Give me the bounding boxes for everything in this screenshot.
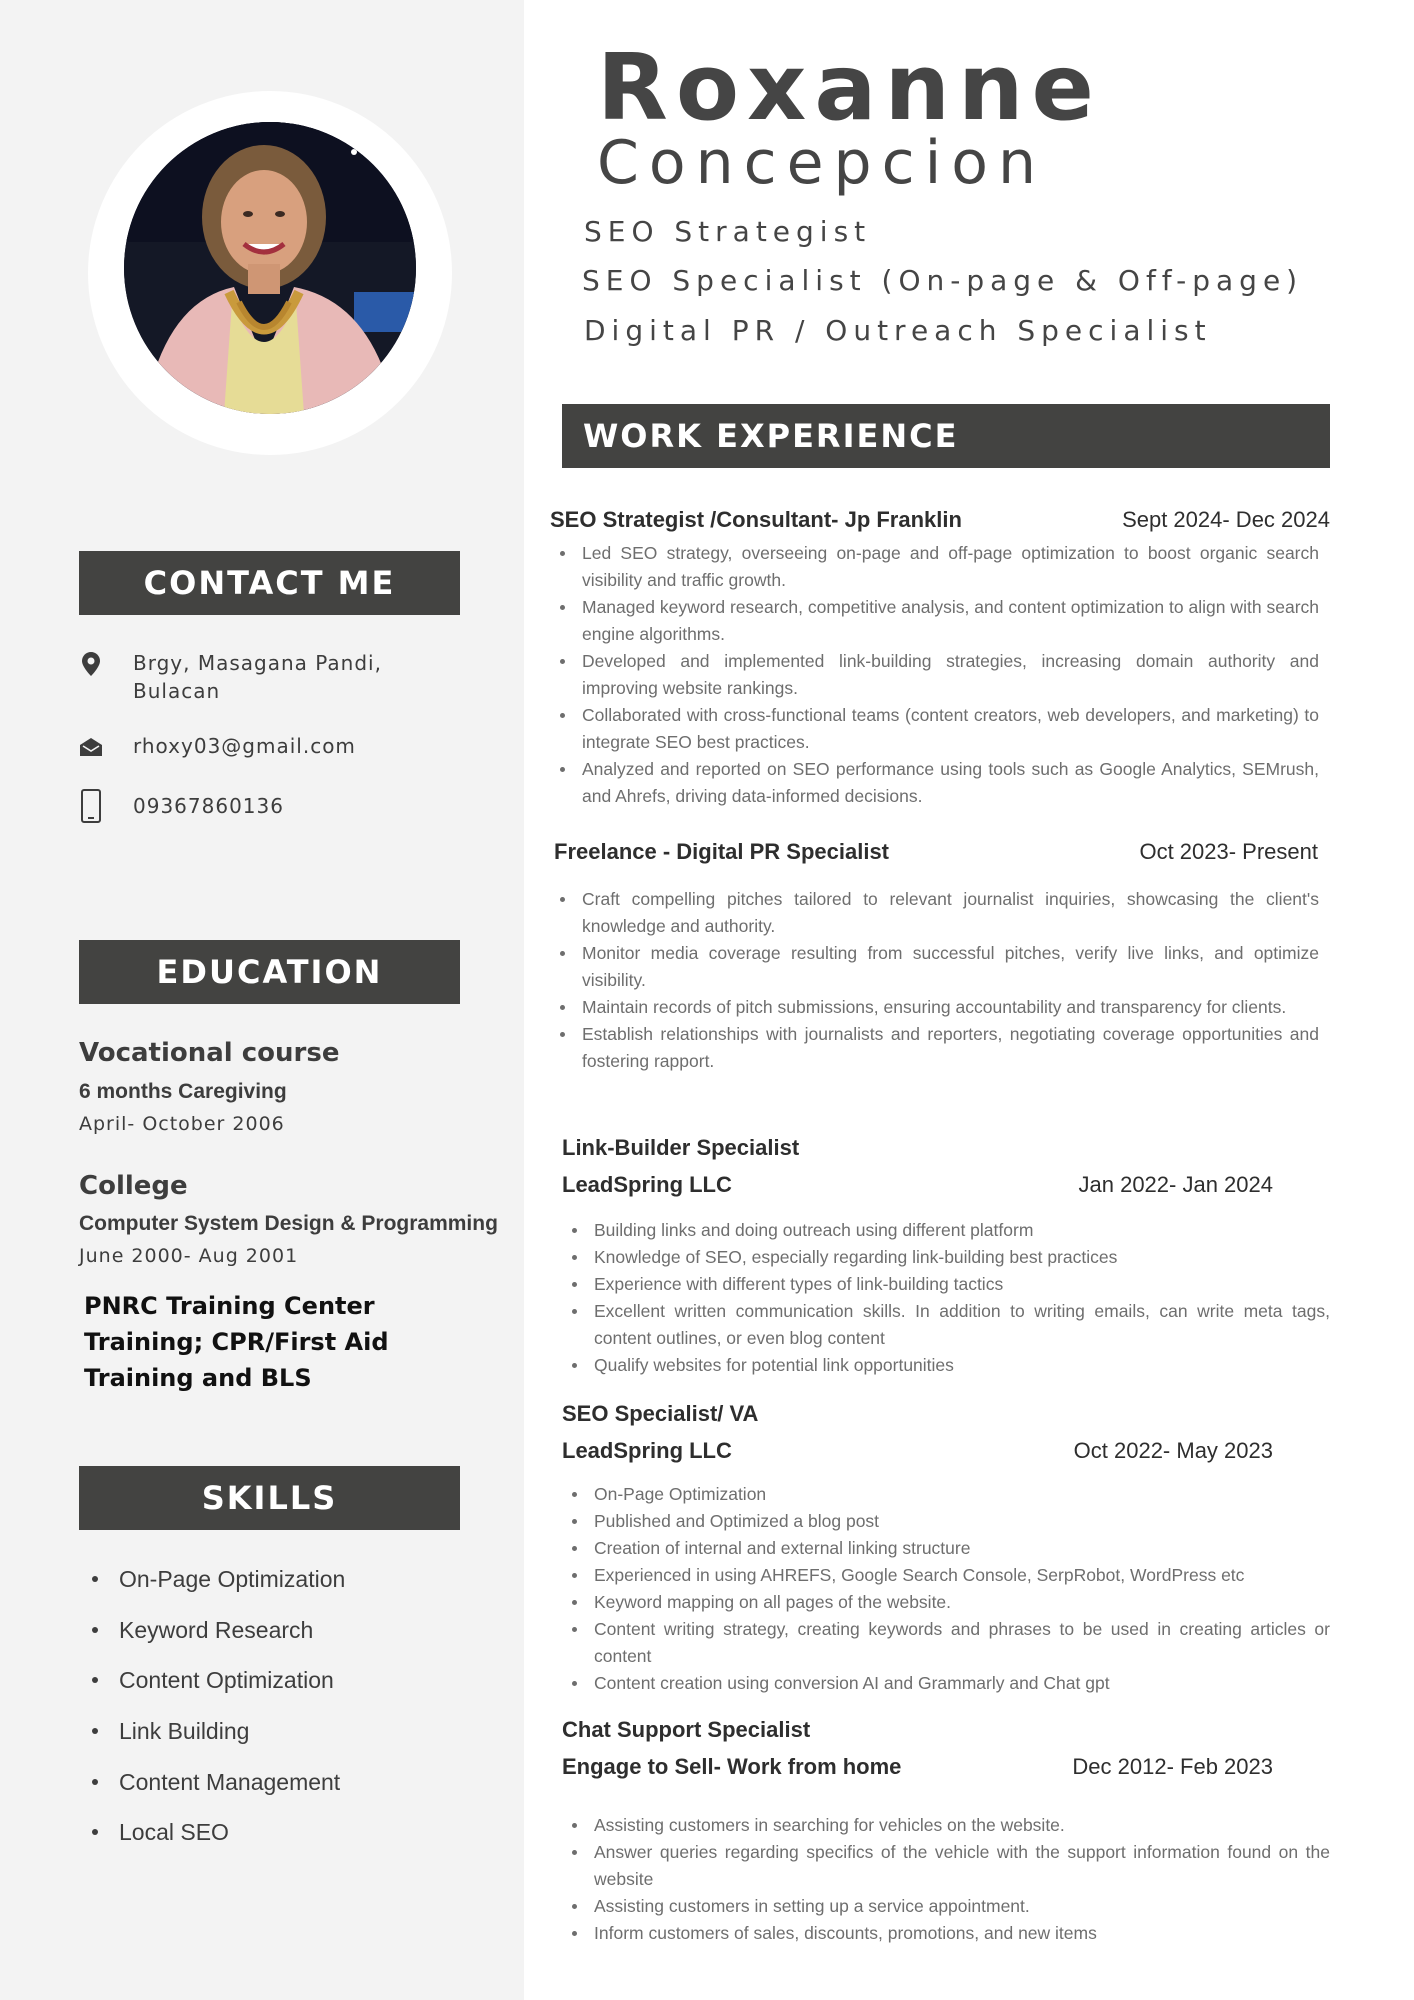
skill-item: Local SEO — [92, 1813, 345, 1864]
role-2: SEO Specialist (On-page & Off-page) — [582, 264, 1304, 297]
bullet-item: Experience with different types of link-building tactics — [569, 1271, 1330, 1298]
job-1-date: Sept 2024- Dec 2024 — [1122, 507, 1330, 532]
bullet-item: Maintain records of pitch submissions, ensuring accountability and transparency for clients. — [557, 994, 1319, 1021]
bullet-item: Knowledge of SEO, especially regarding link-building best practices — [569, 1244, 1330, 1271]
education-title-2: College — [79, 1171, 188, 1201]
job-5-bullets — [569, 1812, 1330, 1947]
skills-heading: SKILLS — [79, 1466, 460, 1530]
bullet-item: Published and Optimized a blog post — [569, 1508, 1330, 1535]
education-subtitle-1: 6 months Caregiving — [79, 1080, 287, 1103]
contact-email — [79, 732, 433, 762]
skill-item: On-Page Optimization — [92, 1560, 345, 1611]
address-text: Brgy, Masagana Pandi, Bulacan — [133, 651, 382, 703]
bullet-item: Creation of internal and external linking structure — [569, 1535, 1330, 1562]
job-5-title: Chat Support Specialist — [562, 1717, 811, 1742]
bullet-item: Managed keyword research, competitive analysis, and content optimization to align with search engine algorithms. — [557, 594, 1319, 648]
job-4-date: Oct 2022- May 2023 — [1073, 1438, 1273, 1463]
job-1-title: SEO Strategist /Consultant- Jp Franklin — [550, 507, 962, 532]
education-subtitle-2: Computer System Design & Programming — [79, 1212, 498, 1235]
bullet-item: Developed and implemented link-building strategies, increasing domain authority and improving website rankings. — [557, 648, 1319, 702]
bullet-item: Assisting customers in setting up a service appointment. — [569, 1893, 1330, 1920]
contact-heading: CONTACT ME — [79, 551, 460, 615]
job-1-bullets — [557, 540, 1319, 810]
location-pin-icon — [79, 649, 103, 679]
first-name: Roxanne — [597, 34, 1102, 141]
contact-address — [79, 649, 433, 705]
bullet-item: Qualify websites for potential link opportunities — [569, 1352, 1330, 1379]
bullet-item: Collaborated with cross-functional teams (content creators, web developers, and marketing) to integrate SEO best practices. — [557, 702, 1319, 756]
job-3-company: LeadSpring LLC — [562, 1172, 732, 1197]
job-3-title: Link-Builder Specialist — [562, 1135, 800, 1160]
email-link[interactable]: rhoxy03@gmail.com — [133, 734, 356, 758]
education-title-1: Vocational course — [79, 1038, 340, 1068]
skill-item: Content Management — [92, 1763, 345, 1814]
bullet-item: Monitor media coverage resulting from successful pitches, verify live links, and optimize visibility. — [557, 940, 1319, 994]
education-date-1: April- October 2006 — [79, 1113, 285, 1135]
envelope-icon — [79, 732, 103, 762]
bullet-item: Assisting customers in searching for vehicles on the website. — [569, 1812, 1330, 1839]
education-date-2: June 2000- Aug 2001 — [79, 1245, 299, 1267]
skill-item: Link Building — [92, 1712, 345, 1763]
bullet-item: Experienced in using AHREFS, Google Search Console, SerpRobot, WordPress etc — [569, 1562, 1330, 1589]
job-4-title: SEO Specialist/ VA — [562, 1401, 759, 1426]
bullet-item: Keyword mapping on all pages of the website. — [569, 1589, 1330, 1616]
job-3-date: Jan 2022- Jan 2024 — [1078, 1172, 1273, 1197]
education-heading: EDUCATION — [79, 940, 460, 1004]
job-3-bullets — [569, 1217, 1330, 1379]
bullet-item: Building links and doing outreach using different platform — [569, 1217, 1330, 1244]
job-5-company: Engage to Sell- Work from home — [562, 1754, 902, 1779]
bullet-item: Answer queries regarding specifics of the vehicle with the support information found on the website — [569, 1839, 1330, 1893]
bullet-item: Content writing strategy, creating keywords and phrases to be used in creating articles or content — [569, 1616, 1330, 1670]
bullet-item: Establish relationships with journalists and reporters, negotiating coverage opportunities and fostering rapport. — [557, 1021, 1319, 1075]
job-2-bullets — [557, 886, 1319, 1075]
profile-photo-frame — [88, 91, 452, 455]
contact-phone — [79, 788, 433, 824]
bullet-item: Inform customers of sales, discounts, promotions, and new items — [569, 1920, 1330, 1947]
job-5-date: Dec 2012- Feb 2023 — [1072, 1754, 1273, 1779]
job-4-company: LeadSpring LLC — [562, 1438, 732, 1463]
job-2-title: Freelance - Digital PR Specialist — [554, 839, 890, 864]
phone-icon — [79, 788, 103, 824]
bullet-item: Craft compelling pitches tailored to relevant journalist inquiries, showcasing the client's knowledge and authority. — [557, 886, 1319, 940]
role-1: SEO Strategist — [584, 215, 872, 248]
bullet-item: Led SEO strategy, overseeing on-page and off-page optimization to boost organic search visibility and traffic growth. — [557, 540, 1319, 594]
bullet-item: On-Page Optimization — [569, 1481, 1330, 1508]
profile-photo — [124, 122, 416, 414]
training-info: PNRC Training Center Training; CPR/First Aid Training and BLS — [84, 1292, 389, 1392]
skills-list — [92, 1560, 345, 1864]
skill-item: Keyword Research — [92, 1611, 345, 1662]
last-name: Concepcion — [597, 128, 1047, 198]
role-3: Digital PR / Outreach Specialist — [584, 314, 1212, 347]
work-experience-heading: WORK EXPERIENCE — [562, 404, 1330, 468]
job-4-bullets — [569, 1481, 1330, 1697]
bullet-item: Analyzed and reported on SEO performance using tools such as Google Analytics, SEMrush, and Ahrefs, driving data-informed decisions. — [557, 756, 1319, 810]
bullet-item: Excellent written communication skills. In addition to writing emails, can write meta tags, content outlines, or even blog content — [569, 1298, 1330, 1352]
phone-text: 09367860136 — [133, 794, 284, 818]
job-2-date: Oct 2023- Present — [1139, 839, 1318, 864]
sidebar — [0, 0, 524, 2000]
skill-item: Content Optimization — [92, 1661, 345, 1712]
bullet-item: Content creation using conversion AI and Grammarly and Chat gpt — [569, 1670, 1330, 1697]
